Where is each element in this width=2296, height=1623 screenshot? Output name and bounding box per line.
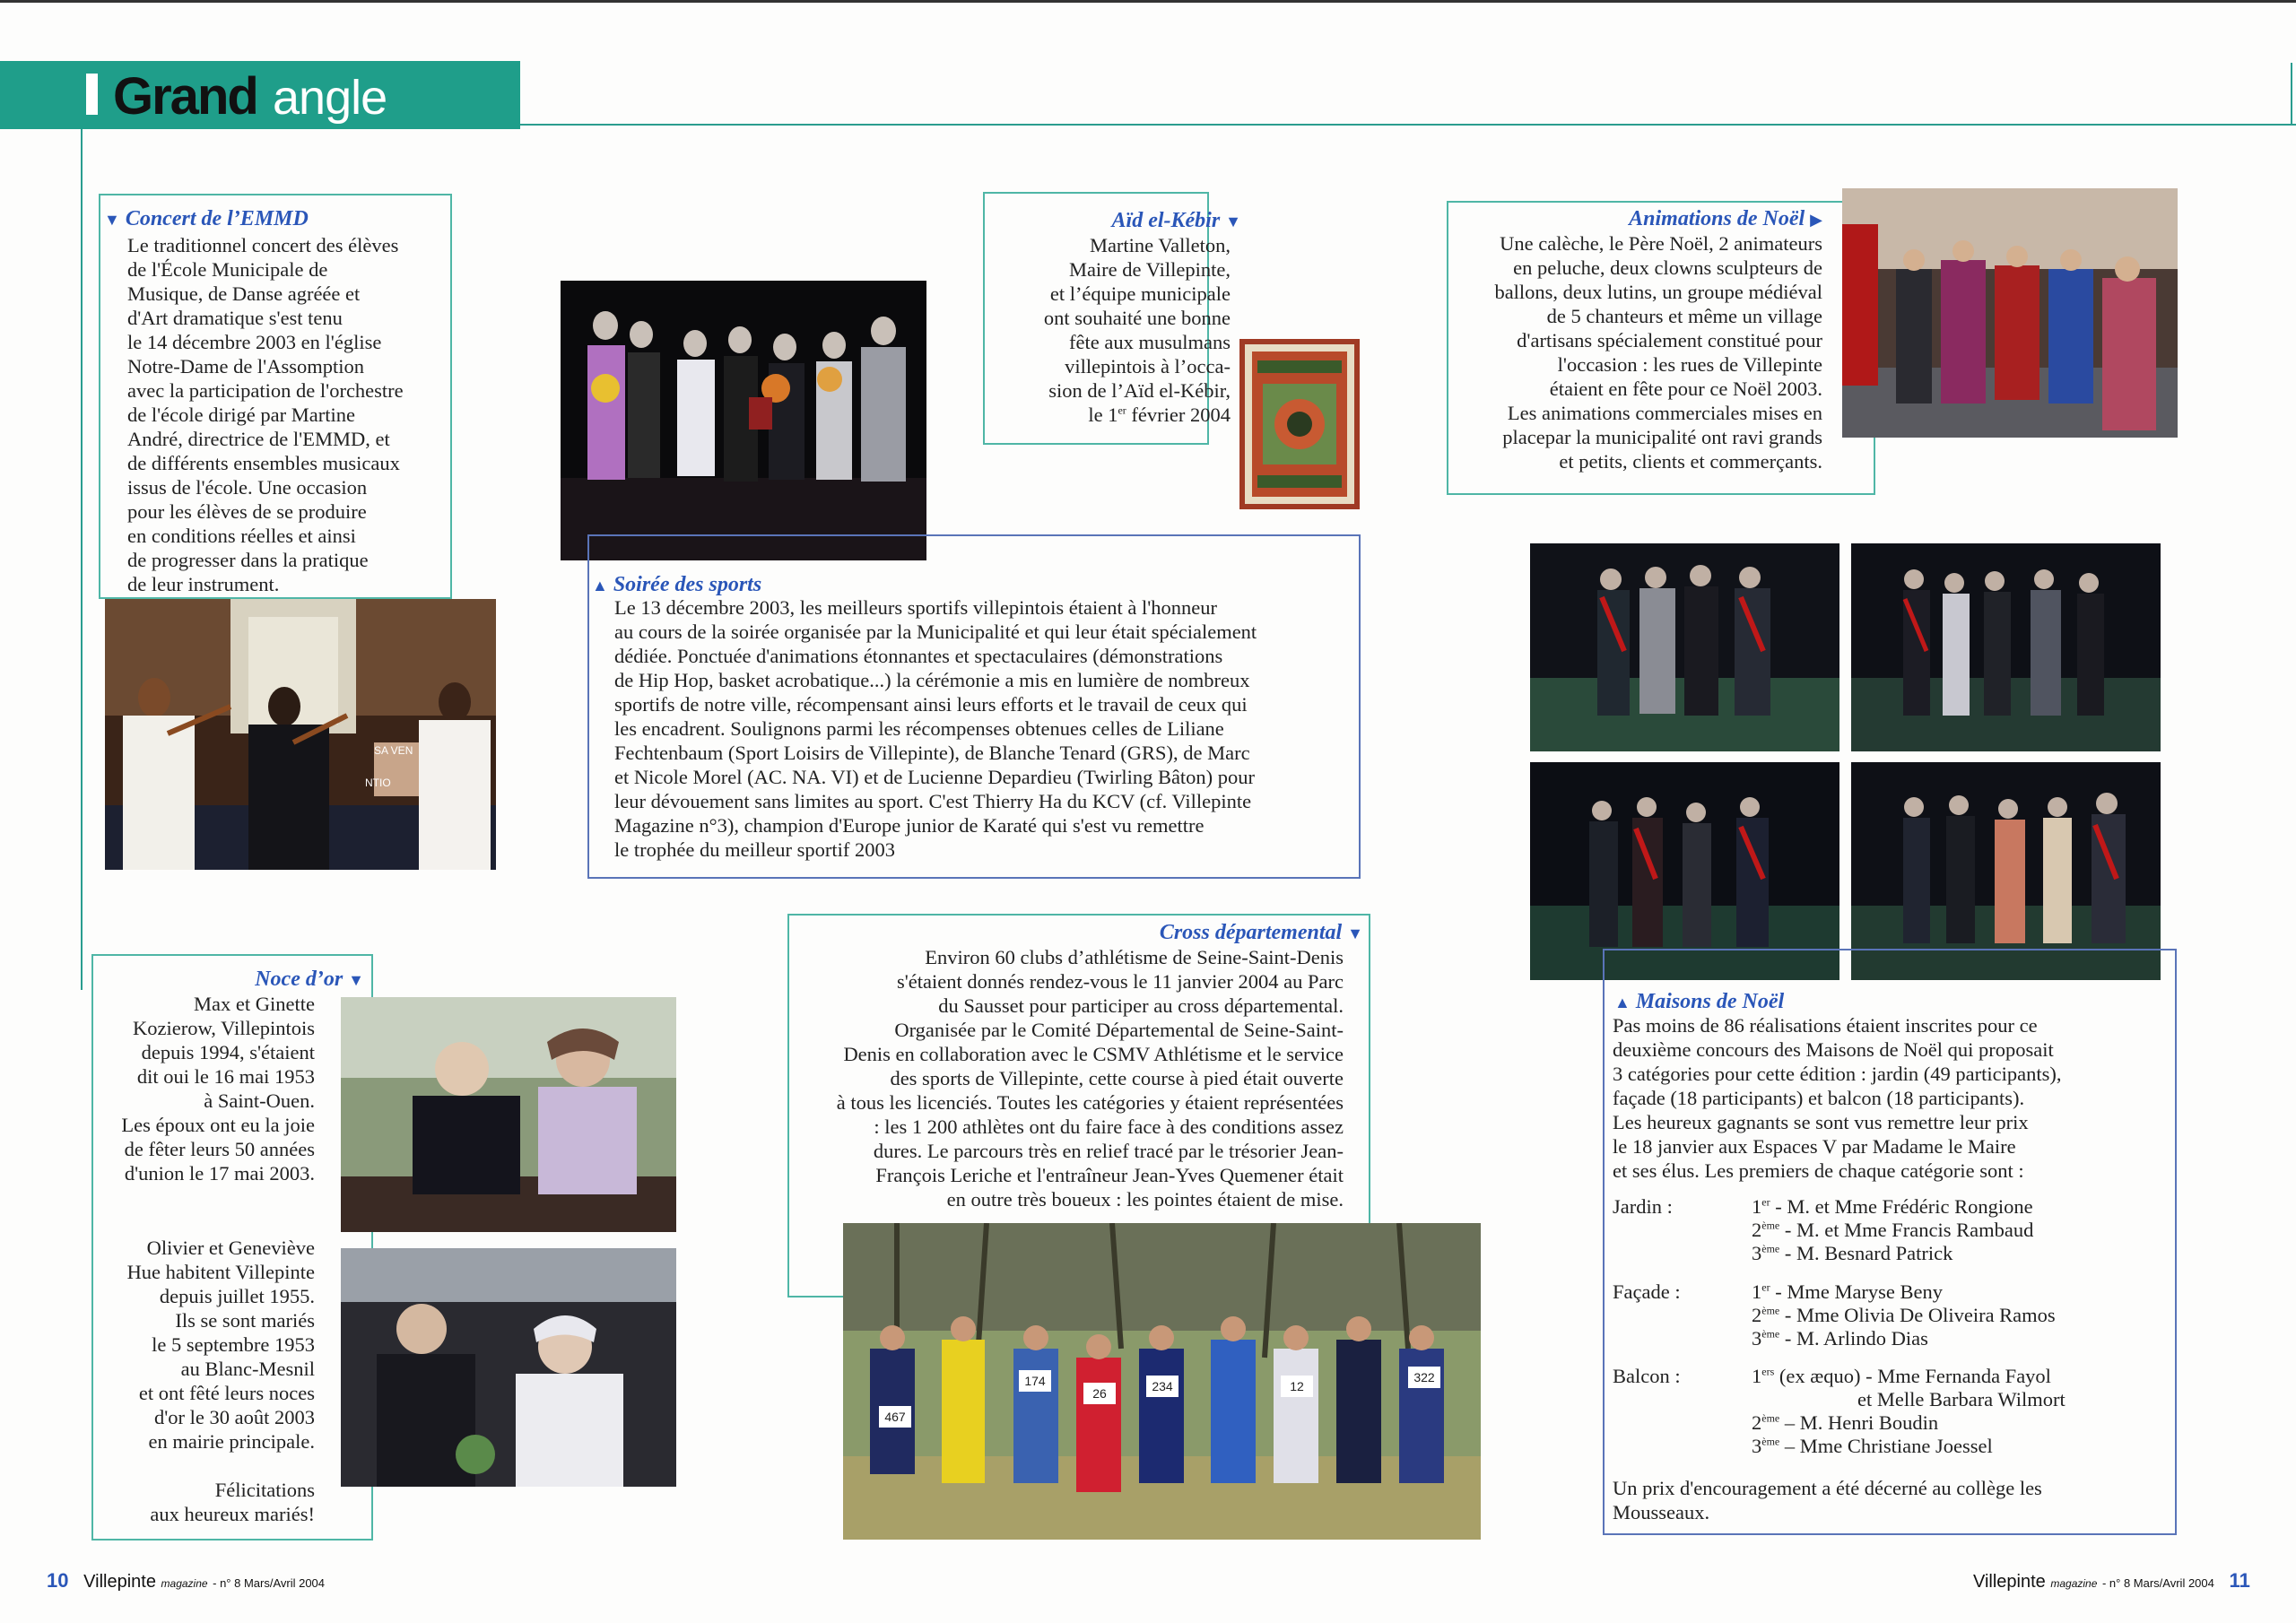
maisons-intro (1613, 1013, 2160, 1183)
down-triangle-icon: ▼ (348, 971, 364, 989)
text-line: Les époux ont eu la joie (121, 1114, 315, 1136)
cross-text (793, 945, 1344, 1211)
text-line: Max et Ginette (194, 993, 315, 1015)
text-line: fête aux musulmans (1069, 331, 1231, 353)
prize-facade-rows (1752, 1280, 2056, 1350)
text-line: dures. Le parcours très en relief tracé par le trésorier Jean- (873, 1140, 1344, 1162)
noce-paragraph-2 (97, 1236, 315, 1454)
prize-row (1752, 1242, 2033, 1265)
bib-6: 174 (1019, 1370, 1051, 1392)
aid-date-sup: er (1118, 404, 1126, 417)
text-line: les encadrent. Soulignons parmi les récompenses obtenues celles de Liliane (614, 717, 1224, 740)
text-line: de progresser dans la pratique (127, 549, 369, 571)
prize-winner: et Melle Barbara Wilmort (1857, 1388, 2066, 1410)
text-line: 3 catégories pour cette édition : jardin (49 participants), (1613, 1063, 2062, 1085)
text-line: ballons, deux lutins, un groupe médiéval (1494, 281, 1822, 303)
text-line: Pas moins de 86 réalisations étaient inscrites pour ce (1613, 1014, 2038, 1037)
prize-rank-suffix: ème (1761, 1242, 1780, 1255)
soiree-text (614, 595, 1359, 862)
text-line: d'union le 17 mai 2003. (124, 1162, 315, 1185)
aid-title-text: Aïd el-Kébir (1111, 209, 1221, 232)
top-edge (0, 0, 2296, 3)
text-line: et ses élus. Les premiers de chaque catégorie sont : (1613, 1159, 2024, 1182)
text-line: Les heureux gagnants se sont vus remettre leur prix (1613, 1111, 2029, 1133)
text-line: Hue habitent Villepinte (126, 1261, 315, 1283)
text-line: depuis juillet 1955. (159, 1285, 315, 1307)
text-line: placepar la municipalité ont ravi grands (1502, 426, 1822, 448)
aid-title (987, 208, 1241, 234)
concert-photo-sign-1: SA VEN (374, 744, 413, 757)
prize-rank: 3 (1752, 1242, 1762, 1264)
text-line: à tous les licenciés. Toutes les catégories y étaient représentées (836, 1091, 1344, 1114)
aid-date (987, 403, 1231, 427)
text-line: François Leriche et l'entraîneur Jean-Yves Quemener était (875, 1164, 1344, 1186)
text-line: sion de l’Aïd el-Kébir, (1048, 379, 1231, 402)
prize-rank-suffix: ème (1761, 1304, 1780, 1317)
text-line: au cours de la soirée organisée par la Municipalité et qui leur était spécialement (614, 621, 1257, 643)
prize-rank-suffix: ème (1761, 1435, 1780, 1448)
text-line: l'occasion : les rues de Villepinte (1557, 353, 1822, 376)
prize-balcon (1613, 1365, 2151, 1463)
down-triangle-icon: ▼ (1225, 213, 1241, 230)
text-line: en peluche, deux clowns sculpteurs de (1513, 256, 1822, 279)
prize-row (1752, 1365, 2066, 1388)
bib-4: 12 (1281, 1376, 1313, 1397)
text-line: le trophée du meilleur sportif 2003 (614, 838, 896, 861)
prize-rank-suffix: er (1761, 1280, 1770, 1294)
cross-title-text: Cross départemental (1159, 921, 1343, 944)
prize-row (1752, 1195, 2033, 1219)
text-line: : les 1 200 athlètes ont du faire face à des conditions assez (874, 1115, 1344, 1138)
bib-5: 26 (1083, 1383, 1116, 1404)
text-line: et Nicole Morel (AC. NA. VI) et de Lucienne Depardieu (Twirling Bâton) pour (614, 766, 1256, 788)
text-line: avec la participation de l'orchestre (127, 379, 404, 402)
concert-photo-sign-2: NTIO (365, 777, 391, 789)
text-line: Un prix d'encouragement a été décerné au collège les (1613, 1477, 2042, 1499)
banner-title-bold: Grand (113, 67, 257, 126)
noce-title (99, 967, 364, 993)
text-line: Fechtenbaum (Sport Loisirs de Villepinte), de Blanche Tenard (GRS), de Marc (614, 742, 1250, 764)
text-line: et l’équipe municipale (1049, 282, 1231, 305)
text-line: issus de l'école. Une occasion (127, 476, 368, 499)
footer-right-mag: magazine (2050, 1577, 2098, 1590)
prize-winner: - M. et Mme Francis Rambaud (1779, 1219, 2034, 1241)
footer-left-issue: - n° 8 Mars/Avril 2004 (213, 1576, 326, 1590)
prize-jardin (1613, 1195, 2151, 1267)
text-line: Le 13 décembre 2003, les meilleurs sportifs villepintois étaient à l'honneur (614, 596, 1218, 619)
text-line: Mousseaux. (1613, 1501, 1710, 1523)
prize-rank-suffix: ème (1761, 1327, 1780, 1341)
text-line: Félicitations (214, 1479, 315, 1501)
prize-rank: 1 (1752, 1280, 1762, 1303)
text-line: pour les élèves de se produire (127, 500, 367, 523)
maisons-title (1614, 989, 1784, 1015)
prize-winner: - Mme Olivia De Oliveira Ramos (1779, 1304, 2056, 1326)
cross-photo (843, 1223, 1481, 1540)
noce-paragraph-3 (97, 1478, 315, 1526)
text-line: aux heureux mariés! (150, 1503, 315, 1525)
text-line: en conditions réelles et ainsi (127, 525, 356, 547)
up-triangle-icon: ▲ (1614, 994, 1631, 1011)
prize-rank: 1 (1752, 1195, 1762, 1218)
text-line: et ont fêté leurs noces (138, 1382, 315, 1404)
prize-winner: (ex æquo) - Mme Fernanda Fayol (1774, 1365, 2051, 1387)
text-line: Notre-Dame de l'Assomption (127, 355, 365, 378)
prize-winner: - M. et Mme Frédéric Rongione (1770, 1195, 2033, 1218)
concert-text (127, 233, 450, 596)
down-triangle-icon: ▼ (1347, 924, 1363, 942)
sports-photo-1 (1530, 543, 1839, 751)
prize-rank: 3 (1752, 1435, 1762, 1457)
prize-rank: 1 (1752, 1365, 1762, 1387)
text-line: Le traditionnel concert des élèves (127, 234, 399, 256)
footer-right-page: 11 (2229, 1569, 2250, 1592)
text-line: dit oui le 16 mai 1953 (136, 1065, 315, 1088)
text-line: et petits, clients et commerçants. (1559, 450, 1822, 473)
text-line: villepintois à l’occa- (1065, 355, 1231, 378)
text-line: dédiée. Ponctuée d'animations étonnantes et spectaculaires (démonstrations (614, 645, 1223, 667)
prize-row (1752, 1327, 2056, 1350)
aid-date-post: février 2004 (1126, 404, 1231, 426)
noel-anim-title (1453, 206, 1822, 232)
up-triangle-icon: ▲ (592, 577, 608, 595)
text-line: façade (18 participants) et balcon (18 participants). (1613, 1087, 2025, 1109)
text-line: de fêter leurs 50 années (124, 1138, 315, 1160)
text-line: en mairie principale. (148, 1430, 315, 1453)
sports-photo-2 (1851, 543, 2161, 751)
header-rule (520, 124, 2296, 126)
maisons-title-text: Maisons de Noël (1635, 990, 1785, 1013)
bib-3: 234 (1146, 1376, 1178, 1397)
noce-photo-1 (341, 997, 676, 1232)
text-line: André, directrice de l'EMMD, et (127, 428, 390, 450)
footer-left-mag: magazine (161, 1577, 208, 1590)
noce-photo-2 (341, 1248, 676, 1487)
sports-photo-3 (1530, 762, 1839, 980)
text-line: Organisée par le Comité Départemental de Seine-Saint- (894, 1019, 1344, 1041)
text-line: de l'école dirigé par Martine (127, 404, 355, 426)
concert-title (104, 206, 309, 232)
sports-photo-4 (1851, 762, 2161, 980)
prize-rank: 3 (1752, 1327, 1762, 1350)
prize-rank: 2 (1752, 1411, 1762, 1434)
text-line: étaient en fête pour ce Noël 2003. (1549, 378, 1822, 400)
text-line: à Saint-Ouen. (204, 1089, 315, 1112)
prize-rank-suffix: ème (1761, 1219, 1780, 1232)
text-line: Environ 60 clubs d’athlétisme de Seine-Saint-Denis (925, 946, 1344, 968)
text-line: Magazine n°3), champion d'Europe junior de Karaté qui s'est vu remettre (614, 814, 1205, 837)
text-line: de 5 chanteurs et même un village (1546, 305, 1822, 327)
prize-row (1752, 1219, 2033, 1242)
aid-date-pre: le 1 (1088, 404, 1118, 426)
footer-right-brand: Villepinte (1973, 1572, 2046, 1592)
soiree-photo (561, 281, 926, 560)
concert-photo (105, 599, 496, 870)
prize-jardin-rows (1752, 1195, 2033, 1265)
text-line: ont souhaité une bonne (1043, 307, 1231, 329)
prize-rank: 2 (1752, 1219, 1762, 1241)
maisons-outro (1613, 1476, 2160, 1524)
prize-winner: – Mme Christiane Joessel (1779, 1435, 1993, 1457)
text-line: Les animations commerciales mises en (1507, 402, 1822, 424)
text-line: de leur instrument. (127, 573, 280, 595)
prize-winner: - Mme Maryse Beny (1770, 1280, 1944, 1303)
text-line: Martine Valleton, (1089, 234, 1231, 256)
text-line: Une calèche, le Père Noël, 2 animateurs (1500, 232, 1822, 255)
down-triangle-icon: ▼ (104, 211, 120, 229)
text-line: au Blanc-Mesnil (180, 1358, 315, 1380)
text-line: Denis en collaboration avec le CSMV Athlétisme et le service (843, 1043, 1344, 1065)
aid-text (987, 233, 1231, 403)
text-line: Maire de Villepinte, (1068, 258, 1231, 281)
banner-bar (86, 74, 98, 115)
text-line: de Hip Hop, basket acrobatique...) la cérémonie a mis en lumière de nombreux (614, 669, 1250, 691)
noce-title-text: Noce d’or (255, 968, 344, 991)
prize-facade (1613, 1280, 2151, 1352)
noel-anim-text (1451, 231, 1822, 473)
text-line: le 14 décembre 2003 en l'église (127, 331, 382, 353)
prize-rank-suffix: ème (1761, 1411, 1780, 1425)
prize-row (1752, 1280, 2056, 1304)
footer-right-issue: - n° 8 Mars/Avril 2004 (2101, 1576, 2214, 1590)
text-line: d'artisans spécialement constitué pour (1517, 329, 1822, 352)
right-triangle-icon: ▶ (1810, 211, 1822, 229)
prize-jardin-label: Jardin : (1613, 1195, 1673, 1218)
text-line: d'or le 30 août 2003 (153, 1406, 315, 1428)
prize-winner: - M. Arlindo Dias (1779, 1327, 1928, 1350)
banner-title-light: angle (273, 71, 387, 125)
prize-row (1752, 1304, 2056, 1327)
noce-paragraph-1 (97, 992, 315, 1185)
prize-winner: – M. Henri Boudin (1779, 1411, 1939, 1434)
prize-row (1752, 1388, 2066, 1411)
prize-rank-suffix: er (1761, 1195, 1770, 1209)
right-edge-rule (2291, 63, 2292, 126)
text-line: Musique, de Danse agréée et (127, 282, 361, 305)
concert-title-text: Concert de l’EMMD (125, 207, 309, 230)
prize-row (1752, 1411, 2066, 1435)
text-line: depuis 1994, s'étaient (141, 1041, 315, 1063)
left-margin-rule (81, 129, 83, 990)
text-line: le 5 septembre 1953 (152, 1333, 315, 1356)
text-line: d'Art dramatique s'est tenu (127, 307, 343, 329)
text-line: de l'École Municipale de (127, 258, 328, 281)
prize-rank-suffix: ers (1761, 1365, 1775, 1378)
prize-balcon-label: Balcon : (1613, 1365, 1681, 1387)
text-line: de différents ensembles musicaux (127, 452, 400, 474)
soiree-title (592, 572, 761, 598)
text-line: sportifs de notre ville, récompensant ainsi leurs efforts et le travail de ceux qui (614, 693, 1248, 716)
bib-1: 467 (879, 1406, 911, 1428)
prize-balcon-rows (1752, 1365, 2066, 1458)
text-line: des sports de Villepinte, cette course à pied était ouverte (890, 1067, 1344, 1089)
text-line: Ils se sont mariés (175, 1309, 315, 1332)
text-line: s'étaient donnés rendez-vous le 11 janvier 2004 au Parc (896, 970, 1344, 993)
footer-right (1973, 1569, 2250, 1593)
aid-card-image (1239, 339, 1360, 509)
text-line: deuxième concours des Maisons de Noël qui proposait (1613, 1038, 2054, 1061)
prize-rank: 2 (1752, 1304, 1762, 1326)
prize-winner: - M. Besnard Patrick (1779, 1242, 1953, 1264)
noel-anim-photo (1842, 188, 2178, 438)
text-line: Olivier et Geneviève (146, 1237, 315, 1259)
text-line: Kozierow, Villepintois (133, 1017, 315, 1039)
cross-title (793, 920, 1363, 946)
bib-2: 322 (1408, 1367, 1440, 1388)
noel-anim-title-text: Animations de Noël (1629, 207, 1805, 230)
soiree-title-text: Soirée des sports (613, 573, 762, 596)
prize-row (1752, 1435, 2066, 1458)
footer-left-brand: Villepinte (83, 1572, 156, 1592)
footer-left-page: 10 (47, 1569, 69, 1592)
prize-facade-label: Façade : (1613, 1280, 1681, 1303)
footer-left (47, 1569, 325, 1593)
text-line: le 18 janvier aux Espaces V par Madame le Maire (1613, 1135, 2016, 1158)
text-line: du Sausset pour participer au cross départemental. (938, 994, 1344, 1017)
text-line: en outre très boueux : les pointes étaient de mise. (946, 1188, 1344, 1211)
section-banner (0, 61, 520, 129)
text-line: leur dévouement sans limites au sport. C'est Thierry Ha du KCV (cf. Villepinte (614, 790, 1252, 812)
